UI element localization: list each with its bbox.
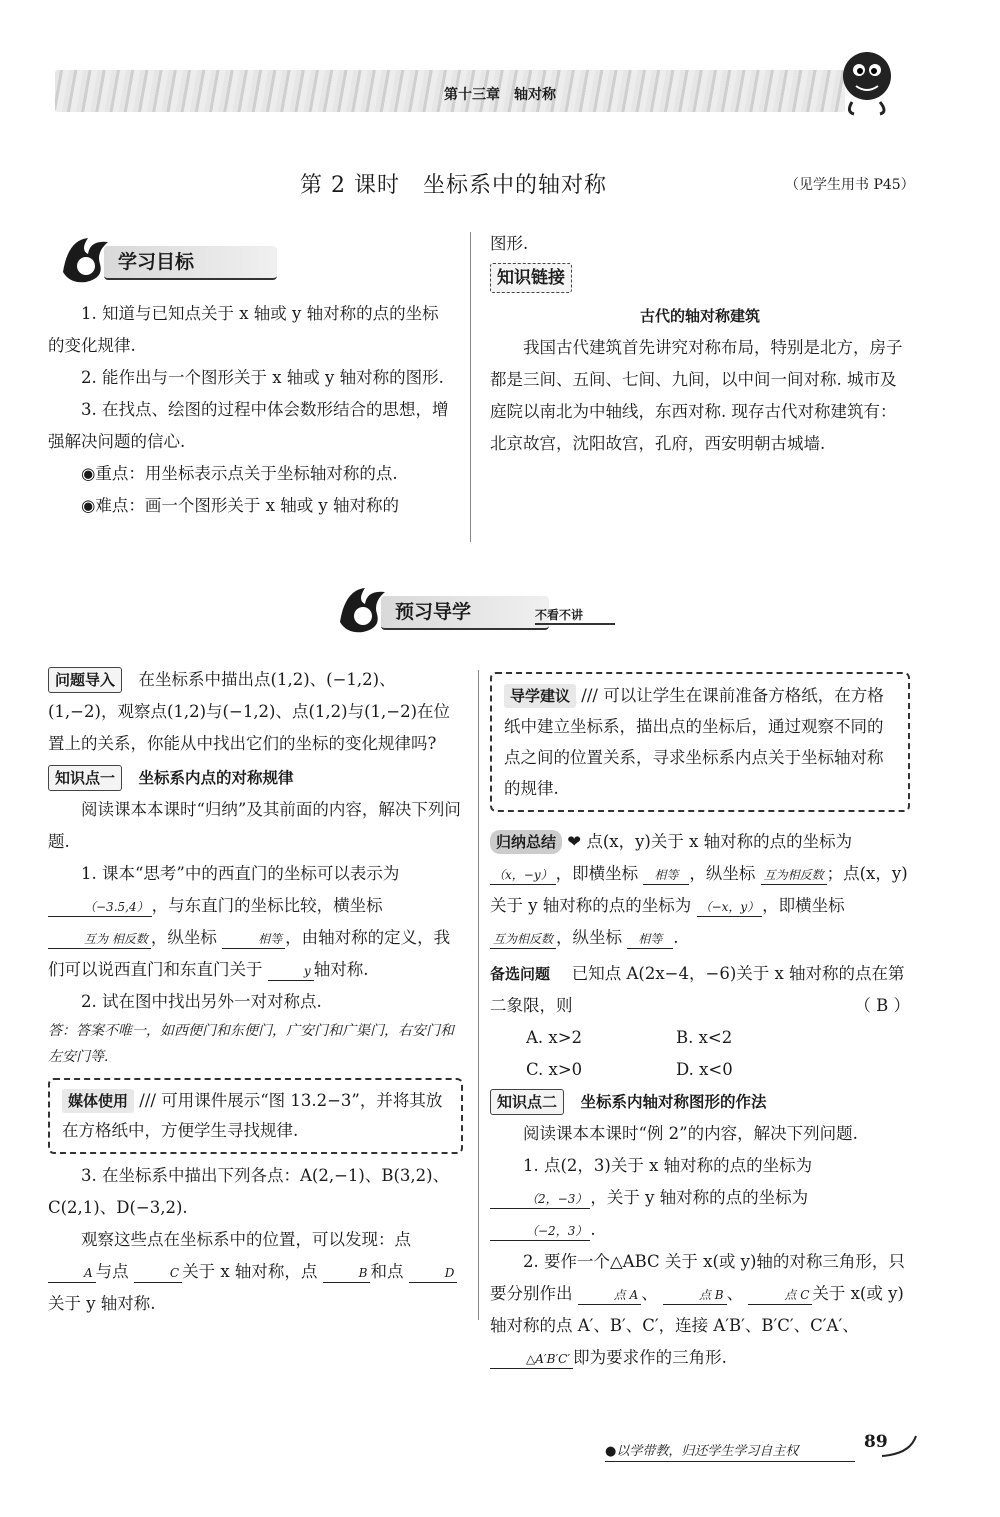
- column-divider: [478, 670, 479, 1320]
- key-point: ◉重点：用坐标表示点关于坐标轴对称的点.: [81, 464, 398, 483]
- answer-blank: 相等: [643, 866, 689, 885]
- optional-text: 已知点 A(2x−4，−6)关于 x 轴对称的点在第二象限，则: [490, 964, 905, 1015]
- guide-text: 可以让学生在课前准备方格纸，在方格纸中建立坐标系，描出点的坐标后，通过观察不同的点之间的位置关系，寻求坐标系内点关于坐标轴对称的规律.: [504, 686, 884, 798]
- media-label: 媒体使用: [62, 1089, 134, 1113]
- answer-blank: C: [134, 1264, 182, 1283]
- lesson-reference: （见学生用书 P45）: [785, 177, 915, 193]
- media-text: 可用课件展示“图 13.2−3”，并将其放在方格纸中，方便学生寻找规律.: [62, 1091, 443, 1140]
- guide-box: 导学建议 /// 可以让学生在课前准备方格纸，在方格纸中建立坐标系，描出点的坐标后，通过观察不同的点之间的位置关系，寻求坐标系内点关于坐标轴对称的规律.: [490, 672, 910, 812]
- answer-blank: 互为相反数: [490, 930, 556, 949]
- question-1: 1. 课本“思考”中的西直门的坐标可以表示为 （−3.5,4） ，与东直门的坐标比较，横坐标 互为 相反数 ，纵坐标 相等 ，由轴对称的定义，我们可以说西直门和东直门关于 y 轴对称.: [48, 864, 451, 979]
- difficulty-point: ◉难点：画一个图形关于 x 轴或 y 轴对称的: [81, 496, 400, 515]
- column-divider: [470, 232, 471, 542]
- chapter-title: 第十三章 轴对称: [444, 87, 556, 103]
- kp1-label: 知识点一: [48, 765, 122, 791]
- question-3: 3. 在坐标系中描出下列各点：A(2,−1)、B(3,2)、C(2,1)、D(−3,2).: [48, 1166, 450, 1217]
- intro-label: 问题导入: [48, 667, 122, 693]
- intro-text: 在坐标系中描出点(1,2)、(−1,2)、(1,−2)，观察点(1,2)与(−1,2)、点(1,2)与(1,−2)在位置上的关系，你能从中找出它们的坐标的变化规律吗?: [48, 670, 451, 753]
- question-2: 2. 试在图中找出另外一对对称点.: [81, 992, 322, 1011]
- summary-label: 归纳总结: [490, 830, 562, 854]
- answer-blank: 点 C: [748, 1286, 812, 1305]
- option: D. x<0: [676, 1060, 733, 1079]
- answer-blank: D: [409, 1264, 458, 1283]
- option: B. x<2: [676, 1028, 733, 1047]
- kp1-intro: 阅读课本本课时“归纳”及其前面的内容，解决下列问题.: [48, 800, 461, 851]
- answer-blank: 互为 相反数: [48, 930, 151, 949]
- objective-item: 2. 能作出与一个图形关于 x 轴或 y 轴对称的图形.: [81, 368, 444, 387]
- mascot-icon: [832, 42, 902, 118]
- continuation-text: 图形.: [490, 234, 529, 253]
- lesson-title: 第 2 课时 坐标系中的轴对称: [300, 173, 607, 198]
- answer-blank: 相等: [222, 930, 285, 949]
- objective-item: 3. 在找点、绘图的过程中体会数形结合的思想，增强解决问题的信心.: [48, 400, 449, 451]
- question-2-answer: 答：答案不唯一，如西便门和东便门，广安门和广渠门，右安门和左安门等.: [48, 1023, 454, 1065]
- problem-1: 1. 点(2，3)关于 x 轴对称的点的坐标为 （2，−3） ，关于 y 轴对称的点的坐标为 （−2，3） .: [490, 1150, 910, 1246]
- option: A. x>2: [526, 1028, 583, 1047]
- answer-blank: 点 A: [578, 1286, 641, 1305]
- answer-blank: （−2，3）: [490, 1222, 590, 1241]
- right-column: 导学建议 /// 可以让学生在课前准备方格纸，在方格纸中建立坐标系，描出点的坐标后，通过观察不同的点之间的位置关系，寻求坐标系内点关于坐标轴对称的规律. 归纳总结 ❤ 点(x，y)关于 x 轴对称的点的坐标为 （x，−y） ，即横坐标 相等 ，纵坐标 互为相反数 ；点(x，y)关于 y 轴对称的点的坐标为 （−x，y） ，即横坐标 互为相反数 ，纵坐标 相等 . 备选问题 已知点 A(2x−4，−6)关于 x 轴对称的点在第二象限，则 （ B ） A. x>2 B. x<2 C. x>0 D. x<0 知识点二 坐标系内轴对称图形的作法 阅读课本本课时“例 2”的内容，解决下列问题. 1. 点(2，3)关于 x 轴对称的点的坐标为 （2，−3） ，关于 y 轴对称的点的坐标为 （−2，3） . 2. 要作一个△ABC 关于 x(或 y)轴的对称三角形，只要分别作出 点 A 、 点 B 、 点 C 关于 x(或 y)轴对称的点 A′、B′、C′，连接 A′B′、B′C′、C′A′、 △A′B′C′ 即为要求作的三角形.: [490, 672, 910, 1374]
- objectives-heading: 学习目标: [104, 246, 277, 280]
- preview-heading: 预习导学: [381, 596, 549, 630]
- page-number: 89: [864, 1432, 888, 1452]
- kp2-title: 坐标系内轴对称图形的作法: [580, 1093, 767, 1111]
- kp1-title: 坐标系内点的对称规律: [138, 769, 294, 787]
- answer-blank: B: [323, 1264, 371, 1283]
- guide-label: 导学建议: [504, 684, 576, 708]
- optional-answer: （ B ）: [854, 996, 910, 1015]
- kp2-intro: 阅读课本本课时“例 2”的内容，解决下列问题.: [523, 1124, 858, 1143]
- answer-blank: 点 B: [663, 1286, 727, 1305]
- preview-subheading: 不看不讲: [535, 606, 615, 625]
- answer-blank: （x，−y）: [490, 866, 556, 885]
- problem-2: 2. 要作一个△ABC 关于 x(或 y)轴的对称三角形，只要分别作出 点 A 、 点 B 、 点 C 关于 x(或 y)轴对称的点 A′、B′、C′，连接 A′B′、B′C′、C′A′、 △A′B′C′ 即为要求作的三角形.: [490, 1252, 905, 1367]
- answer-blank: y: [268, 962, 314, 981]
- knowledge-link-section: [490, 228, 910, 460]
- objectives-header: [58, 232, 258, 288]
- answer-blank: （2，−3）: [490, 1190, 590, 1209]
- objectives-list: [48, 298, 453, 522]
- article-title: 古代的轴对称建筑: [639, 307, 760, 325]
- optional-label: 备选问题: [490, 965, 551, 983]
- question-3-observation: 观察这些点在坐标系中的位置，可以发现：点 A 与点 C 关于 x 轴对称，点 B 和点 D关于 y 轴对称.: [48, 1224, 463, 1320]
- footer-slogan: ●以学带教，归还学生学习自主权: [605, 1440, 855, 1462]
- option: C. x>0: [526, 1060, 583, 1079]
- left-column: [48, 664, 463, 1320]
- answer-blank: 相等: [627, 930, 673, 949]
- answer-blank: （−3.5,4）: [48, 898, 152, 917]
- answer-blank: （−x，y）: [697, 898, 763, 917]
- options-grid: [490, 1022, 910, 1086]
- preview-header: [335, 582, 625, 638]
- knowledge-link-label: 知识链接: [490, 263, 572, 293]
- article-text: 我国古代建筑首先讲究对称布局，特别是北方，房子都是三间、五间、七间、九间，以中间一间对称. 城市及庭院以南北为中轴线，东西对称. 现存古代对称建筑有：北京故宫，沈阳故宫，孔府，西安明朝古城墙.: [490, 338, 903, 453]
- answer-blank: 互为相反数: [761, 866, 827, 885]
- answer-blank: A: [48, 1264, 96, 1283]
- swoosh-icon: [880, 1430, 920, 1460]
- media-box: 媒体使用 /// 可用课件展示“图 13.2−3”，并将其放在方格纸中，方便学生寻找规律.: [48, 1078, 463, 1154]
- objective-item: 1. 知道与已知点关于 x 轴或 y 轴对称的点的坐标的变化规律.: [48, 304, 439, 355]
- answer-blank: △A′B′C′: [490, 1350, 573, 1369]
- kp2-label: 知识点二: [490, 1089, 564, 1115]
